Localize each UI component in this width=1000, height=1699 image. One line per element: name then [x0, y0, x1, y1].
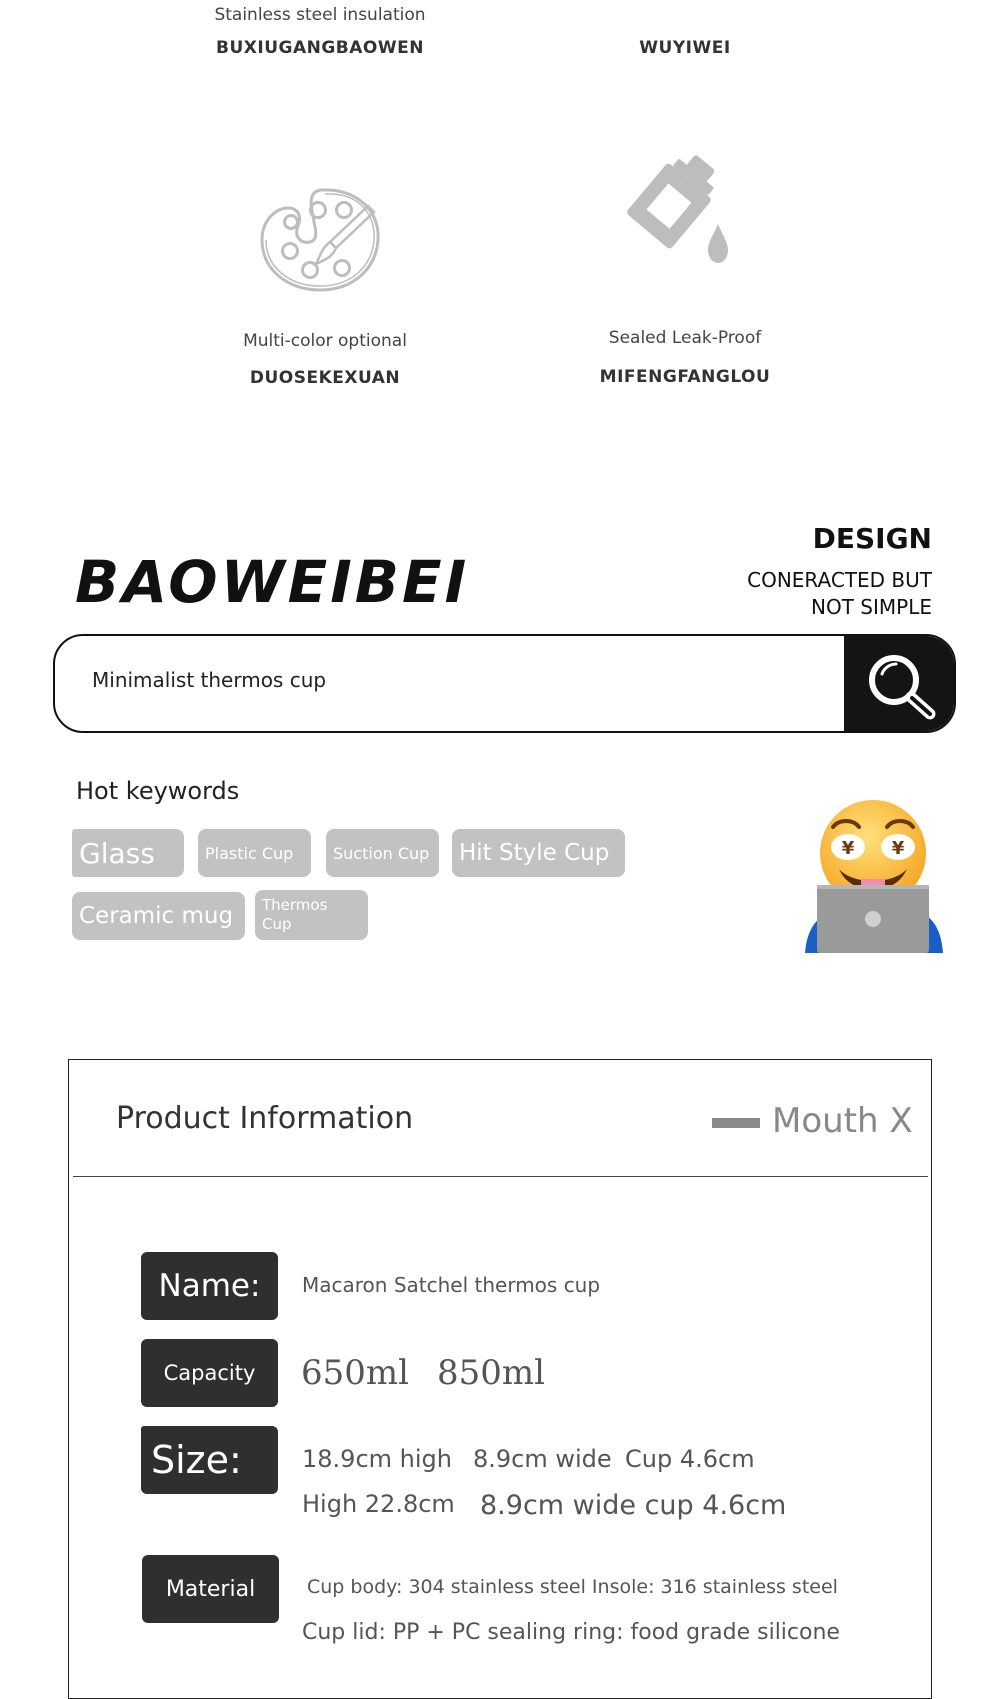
- product-info-divider: [73, 1176, 928, 1177]
- size-width-mouth-2: 8.9cm wide cup 4.6cm: [480, 1490, 787, 1521]
- mouth-label: Mouth X: [772, 1101, 913, 1141]
- keyword-chip-hit-style-cup[interactable]: [452, 829, 625, 877]
- capacity-value-650: 650ml: [301, 1353, 410, 1393]
- money-eyes-laptop-emoji: [803, 799, 945, 953]
- feature-caption-leakproof: Sealed Leak-Proof: [608, 328, 762, 348]
- search-input[interactable]: Minimalist thermos cup: [92, 668, 327, 692]
- keyword-chip-ceramic-mug[interactable]: [72, 892, 245, 940]
- design-title: DESIGN: [812, 522, 932, 555]
- material-line-1: Cup body: 304 stainless steel Insole: 316 stainless steel: [307, 1576, 838, 1598]
- leak-proof-icon: [620, 152, 730, 270]
- brand-title: BAOWEIBEI: [75, 548, 470, 616]
- size-mouth-1: Cup 4.6cm: [625, 1445, 755, 1473]
- size-height-2: High 22.8cm: [302, 1490, 455, 1518]
- keyword-chip-plastic-cup[interactable]: [198, 829, 311, 877]
- size-label: [141, 1426, 278, 1494]
- feature-pinyin-insulation: BUXIUGANGBAOWEN: [216, 38, 424, 58]
- size-height-1: 18.9cm high: [302, 1445, 452, 1473]
- design-subtitle-line1: CONERACTED BUT: [747, 568, 932, 592]
- keyword-chip-label: Glass: [79, 836, 155, 870]
- capacity-label: [141, 1339, 278, 1407]
- capacity-label-text: Capacity: [163, 1361, 256, 1385]
- search-icon: [864, 650, 938, 720]
- feature-pinyin-multicolor: DUOSEKEXUAN: [249, 368, 401, 388]
- material-label-text: Material: [165, 1576, 256, 1602]
- palette-icon: [258, 186, 384, 294]
- keyword-chip-label-line2: Cup: [262, 915, 292, 933]
- keyword-chip-glass[interactable]: [72, 829, 184, 877]
- material-line-2: Cup lid: PP + PC sealing ring: food grade silicone: [302, 1620, 840, 1645]
- keyword-chip-label: Plastic Cup: [205, 843, 294, 863]
- mouth-indicator-bar: [712, 1118, 760, 1128]
- keyword-chip-label: Hit Style Cup: [459, 840, 610, 866]
- hot-keywords-title: Hot keywords: [76, 777, 240, 805]
- name-value: Macaron Satchel thermos cup: [302, 1273, 601, 1297]
- keyword-chip-label: Suction Cup: [333, 843, 430, 863]
- material-label: [142, 1555, 279, 1623]
- search-button[interactable]: [844, 636, 954, 731]
- feature-pinyin-leakproof: MIFENGFANGLOU: [599, 367, 771, 387]
- svg-text:¥: ¥: [891, 838, 905, 859]
- svg-text:¥: ¥: [841, 838, 855, 859]
- product-info-title: Product Information: [116, 1101, 414, 1136]
- feature-pinyin-odorless: WUYIWEI: [639, 38, 731, 58]
- keyword-chip-suction-cup[interactable]: [326, 829, 439, 877]
- name-label: [141, 1252, 278, 1320]
- feature-caption-insulation: Stainless steel insulation: [214, 5, 426, 25]
- design-subtitle-line2: NOT SIMPLE: [811, 595, 932, 619]
- capacity-value-850: 850ml: [437, 1353, 546, 1393]
- search-bar[interactable]: [53, 634, 956, 733]
- size-width-1: 8.9cm wide: [473, 1445, 612, 1473]
- size-label-text: Size:: [151, 1438, 242, 1482]
- feature-caption-multicolor: Multi-color optional: [243, 331, 407, 351]
- keyword-chip-label-line1: Thermos: [262, 896, 328, 914]
- keyword-chip-thermos-cup[interactable]: [255, 890, 368, 940]
- keyword-chip-label: Ceramic mug: [79, 903, 234, 929]
- name-label-text: Name:: [158, 1268, 261, 1304]
